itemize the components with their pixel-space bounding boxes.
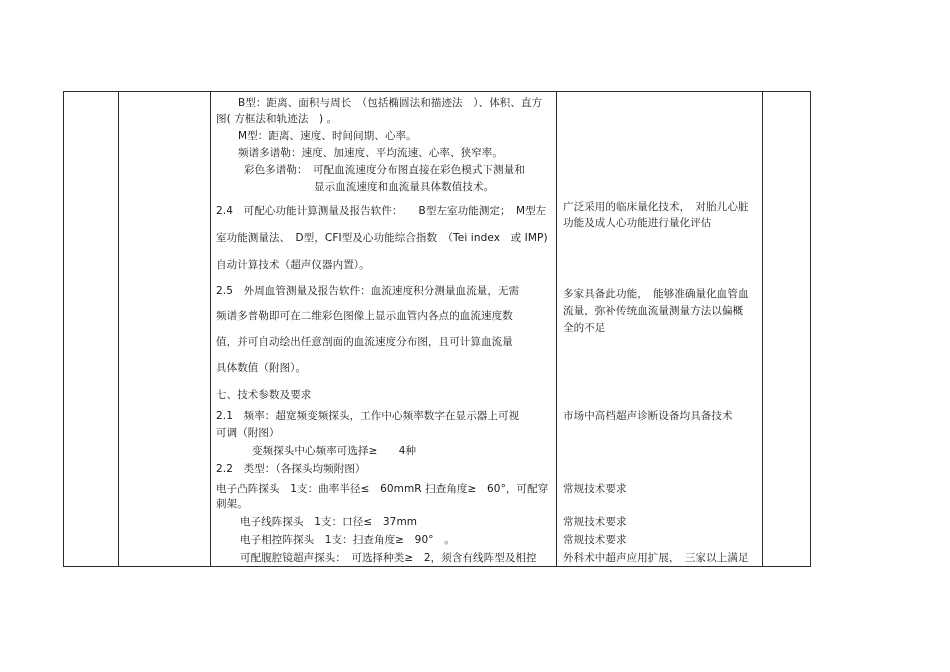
text-line: 电子相控阵探头 1支：扫查角度≥ 90° 。 <box>240 534 455 546</box>
text-line: 电子凸阵探头 1支：曲率半径≤ 60mmR 扫查角度≥ 60°，可配穿 <box>216 483 549 495</box>
text-line: 电子线阵探头 1支：口径≤ 37mm <box>240 516 418 528</box>
note-line: 流量，弥补传统血流量测量方法以偏概 <box>563 305 744 317</box>
text-line: B型：距离、面积与周长 （包括椭圆法和描迹法 ）、体积、直方 <box>238 97 543 109</box>
section-heading: 七、技术参数及要求 <box>216 389 312 401</box>
note-line: 常规技术要求 <box>563 516 627 528</box>
text-line: 彩色多谱勒： 可配血流速度分布图直接在彩色模式下测量和 <box>244 164 525 176</box>
table-top-border <box>63 91 811 92</box>
table-col-line-1 <box>63 91 64 567</box>
text-line: 频谱多谱勒：速度、加速度、平均流速、心率、狭窄率。 <box>238 147 503 159</box>
table-col-line-3 <box>210 91 211 567</box>
note-line: 常规技术要求 <box>563 534 627 546</box>
text-line: 自动计算技术（超声仪器内置）。 <box>216 259 370 271</box>
note-line: 广泛采用的临床量化技术， 对胎儿心脏 <box>563 201 749 213</box>
text-line: 刺架。 <box>216 498 248 510</box>
note-line: 常规技术要求 <box>563 483 627 495</box>
text-line: 具体数值（附图）。 <box>216 362 307 374</box>
text-line: 可配腹腔镜超声探头： 可选择种类≥ 2，须含有线阵型及相控 <box>240 552 537 564</box>
text-line: 频谱多普勒即可在二维彩色图像上显示血管内各点的血流速度数 <box>216 310 513 322</box>
table-col-line-5 <box>762 91 763 567</box>
note-line: 功能及成人心功能进行量化评估 <box>563 217 712 229</box>
text-line: 图( 方框法和轨迹法 ) 。 <box>216 113 338 125</box>
note-line: 外科术中超声应用扩展， 三家以上满足 <box>563 552 749 564</box>
table-col-line-2 <box>118 91 119 567</box>
table-bottom-border <box>63 566 811 567</box>
text-line: 2.5 外周血管测量及报告软件：血流速度积分测量血流量，无需 <box>216 285 520 297</box>
text-line: 2.1 频率：超宽频变频探头，工作中心频率数字在显示器上可视 <box>216 410 520 422</box>
text-line: 2.2 类型：（各探头均频附图） <box>216 463 366 475</box>
table-col-line-4 <box>556 91 557 567</box>
note-line: 全的不足 <box>563 322 606 334</box>
text-line: 2.4 可配心功能计算测量及报告软件： B型左室功能测定； M型左 <box>216 205 547 217</box>
text-line: 室功能测量法、 D型，CFI型及心功能综合指数 （Tei index 或 IMP) <box>216 232 548 244</box>
text-line: 值，并可自动绘出任意剖面的血流速度分布图，且可计算血流量 <box>216 336 513 348</box>
note-line: 市场中高档超声诊断设备均具备技术 <box>563 410 733 422</box>
text-line: 变频探头中心频率可选择≥ 4种 <box>252 445 417 457</box>
text-line: 显示血流速度和血流量具体数值技术。 <box>314 181 495 193</box>
text-line: M型：距离、速度、时间间期、心率。 <box>238 130 417 142</box>
text-line: 可调（附图） <box>216 427 280 439</box>
note-line: 多家具备此功能， 能够准确量化血管血 <box>563 288 749 300</box>
table-col-line-6 <box>810 91 811 567</box>
